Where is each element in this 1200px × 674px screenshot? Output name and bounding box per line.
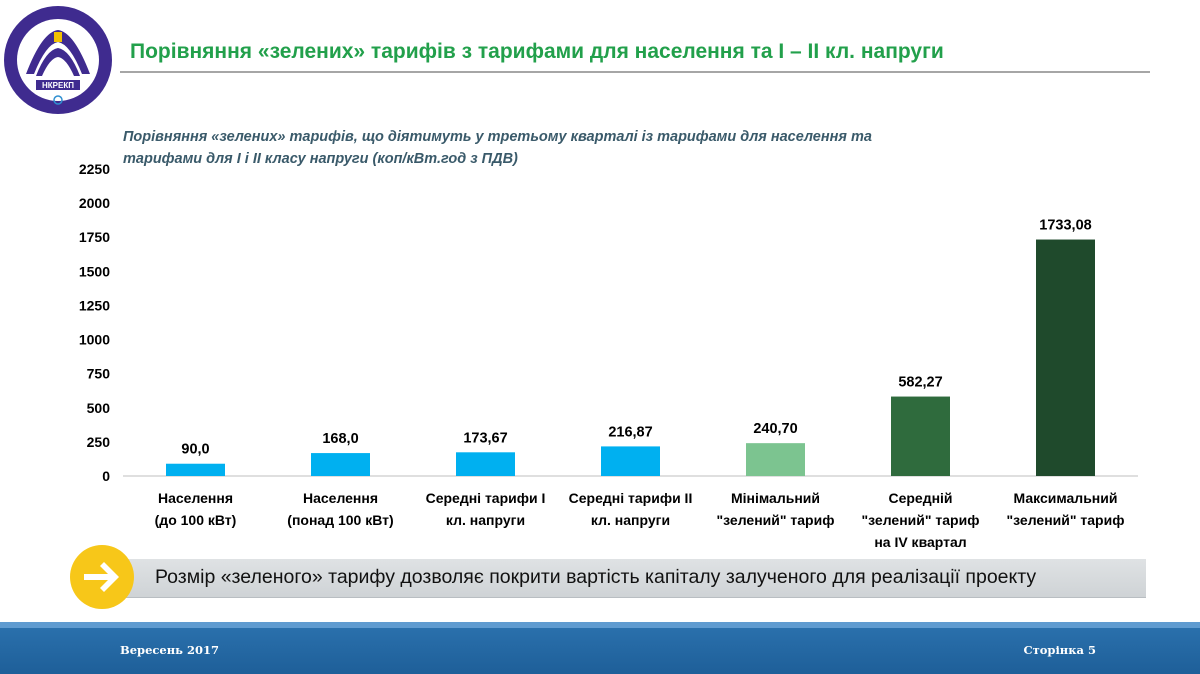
y-tick-label: 1250 bbox=[78, 297, 110, 314]
bar bbox=[456, 452, 515, 476]
chart-title: Порівняння «зелених» тарифів, що діятимуть у третьому кварталі із тарифами для населення та тарифами для І і ІІ класу напруги (коп/кВт.год з ПДВ) bbox=[123, 129, 872, 167]
category-label: кл. напруги bbox=[445, 512, 526, 528]
bars bbox=[166, 240, 1095, 476]
bar bbox=[891, 397, 950, 476]
bar bbox=[746, 443, 805, 476]
y-tick-label: 2250 bbox=[78, 161, 110, 177]
slide-title: Порівняння «зелених» тарифів з тарифами для населення та І – ІІ кл. напруги bbox=[130, 40, 944, 63]
category-label: "зелений" тариф bbox=[716, 512, 835, 528]
bar-value-label: 240,70 bbox=[753, 421, 798, 438]
bar-value-label: 582,27 bbox=[898, 374, 943, 391]
category-label: Населення bbox=[302, 490, 379, 506]
category-label: Населення bbox=[157, 490, 234, 506]
y-tick-label: 1750 bbox=[78, 229, 110, 246]
bar-value-label: 216,87 bbox=[608, 424, 653, 441]
bar bbox=[166, 464, 225, 476]
category-labels bbox=[155, 490, 1125, 550]
category-label: Середні тарифи І bbox=[425, 490, 546, 506]
category-label: "зелений" тариф bbox=[1006, 512, 1125, 528]
arrow-right-icon bbox=[70, 545, 134, 609]
category-label: Максимальний bbox=[1013, 490, 1118, 506]
bar bbox=[311, 453, 370, 476]
bar-value-label: 173,67 bbox=[463, 430, 508, 447]
bar-value-label: 1733,08 bbox=[1039, 217, 1092, 234]
value-labels bbox=[181, 218, 1091, 458]
category-label: "зелений" тариф bbox=[861, 512, 980, 528]
footer-page-number: Сторінка 5 bbox=[1023, 643, 1096, 657]
bar bbox=[601, 446, 660, 476]
category-label: (до 100 кВт) bbox=[154, 512, 237, 528]
callout-text: Розмір «зеленого» тарифу дозволяє покрити вартість капіталу залученого для реалізації проекту bbox=[155, 566, 1037, 588]
category-label: (понад 100 кВт) bbox=[287, 512, 394, 528]
bar-value-label: 90,0 bbox=[181, 441, 210, 458]
y-tick-label: 2000 bbox=[78, 195, 110, 212]
y-tick-label: 1500 bbox=[78, 263, 110, 280]
y-tick-label: 1000 bbox=[78, 331, 110, 348]
y-tick-label: 0 bbox=[102, 468, 110, 484]
logo-text: НКРЕКП bbox=[42, 81, 74, 90]
y-tick-label: 500 bbox=[86, 399, 110, 416]
footer-date: Вересень 2017 bbox=[120, 643, 219, 657]
bar bbox=[1036, 240, 1095, 476]
bar-value-label: 168,0 bbox=[322, 431, 359, 448]
category-label: на IV квартал bbox=[874, 534, 967, 550]
category-label: кл. напруги bbox=[590, 512, 671, 528]
y-tick-label: 750 bbox=[86, 365, 110, 382]
y-tick-label: 250 bbox=[86, 433, 110, 450]
y-axis bbox=[79, 161, 110, 484]
category-label: Середні тарифи ІІ bbox=[568, 490, 693, 506]
category-label: Мінімальний bbox=[730, 490, 821, 506]
category-label: Середній bbox=[888, 490, 953, 506]
